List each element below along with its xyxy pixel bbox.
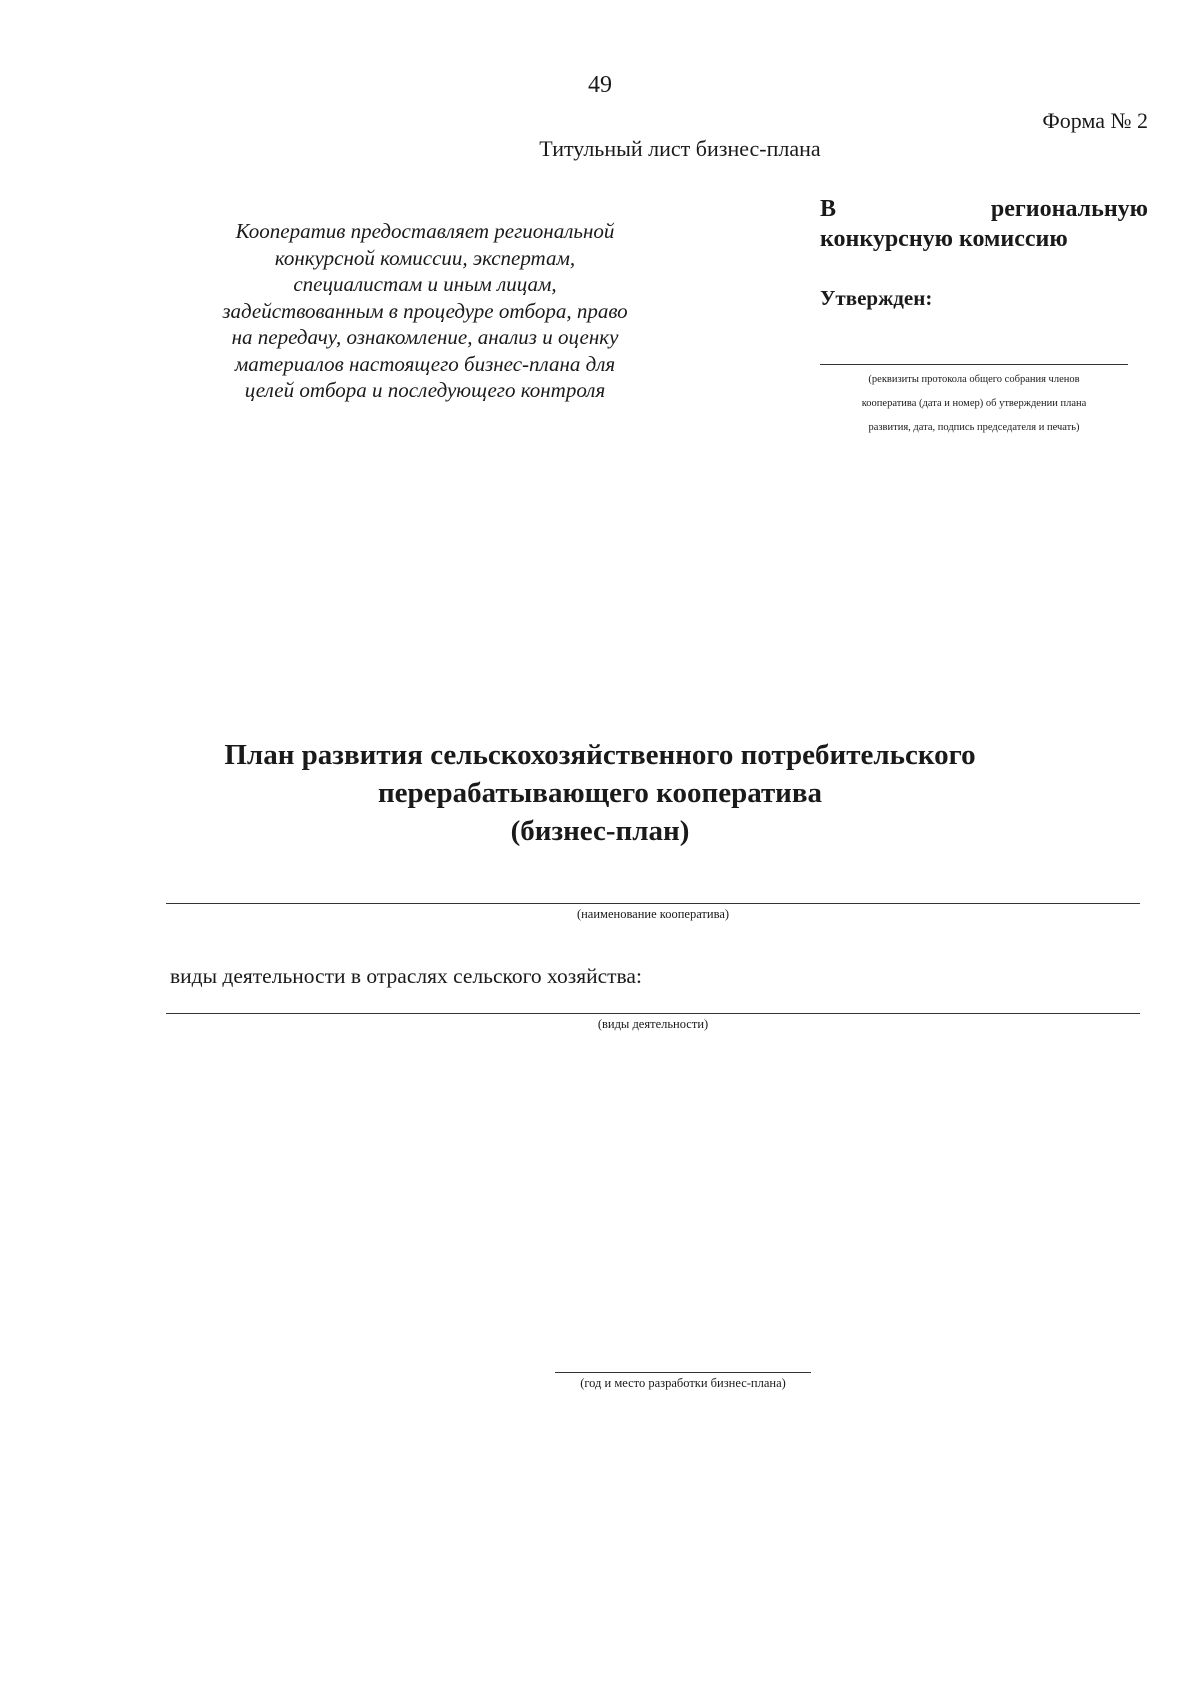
activities-label: виды деятельности в отраслях сельского хозяйства: <box>170 964 642 988</box>
addressee-word-1: В <box>820 196 837 222</box>
main-title-line: План развития сельскохозяйственного потребительского <box>224 739 976 771</box>
form-number: Форма № 2 <box>1042 108 1148 133</box>
year-place-caption: (год и место разработки бизнес-плана) <box>580 1376 786 1390</box>
consent-line: целей отбора и последующего контроля <box>244 378 606 402</box>
main-title <box>180 736 1020 850</box>
addressee-word-2: региональную <box>990 196 1148 222</box>
approval-caption <box>820 368 1128 440</box>
activities-caption: (виды деятельности) <box>597 1017 709 1031</box>
consent-line: специалистам и иным лицам, <box>293 272 557 296</box>
main-title-line: (бизнес-план) <box>510 815 690 847</box>
main-title-line: перерабатывающего кооператива <box>377 777 823 809</box>
addressee-line-1 <box>820 194 1148 224</box>
approval-caption-line: (реквизиты протокола общего собрания членов <box>868 374 1080 385</box>
approved-label: Утвержден: <box>820 286 933 310</box>
consent-line: на передачу, ознакомление, анализ и оценку <box>231 325 619 349</box>
addressee-block <box>820 194 1148 254</box>
consent-line: задействованным в процедуре отбора, право <box>222 298 628 323</box>
year-place-line <box>555 1372 811 1373</box>
cooperative-name-line <box>166 903 1140 904</box>
approval-caption-line: развития, дата, подпись председателя и печать) <box>868 422 1080 433</box>
consent-line: конкурсной комиссии, экспертам, <box>274 245 576 270</box>
consent-line: материалов настоящего бизнес-плана для <box>234 351 616 376</box>
title-sheet-heading: Титульный лист бизнес-плана <box>539 136 821 161</box>
consent-line: Кооператив предоставляет региональной <box>235 219 615 243</box>
consent-statement <box>170 218 680 404</box>
approval-caption-line: кооператива (дата и номер) об утверждении плана <box>861 398 1087 409</box>
addressee-line-2: конкурсную комиссию <box>820 226 1068 252</box>
approval-signature-line <box>820 364 1128 365</box>
activities-line <box>166 1013 1140 1014</box>
cooperative-name-caption: (наименование кооператива) <box>576 907 730 921</box>
page-number: 49 <box>588 72 612 98</box>
